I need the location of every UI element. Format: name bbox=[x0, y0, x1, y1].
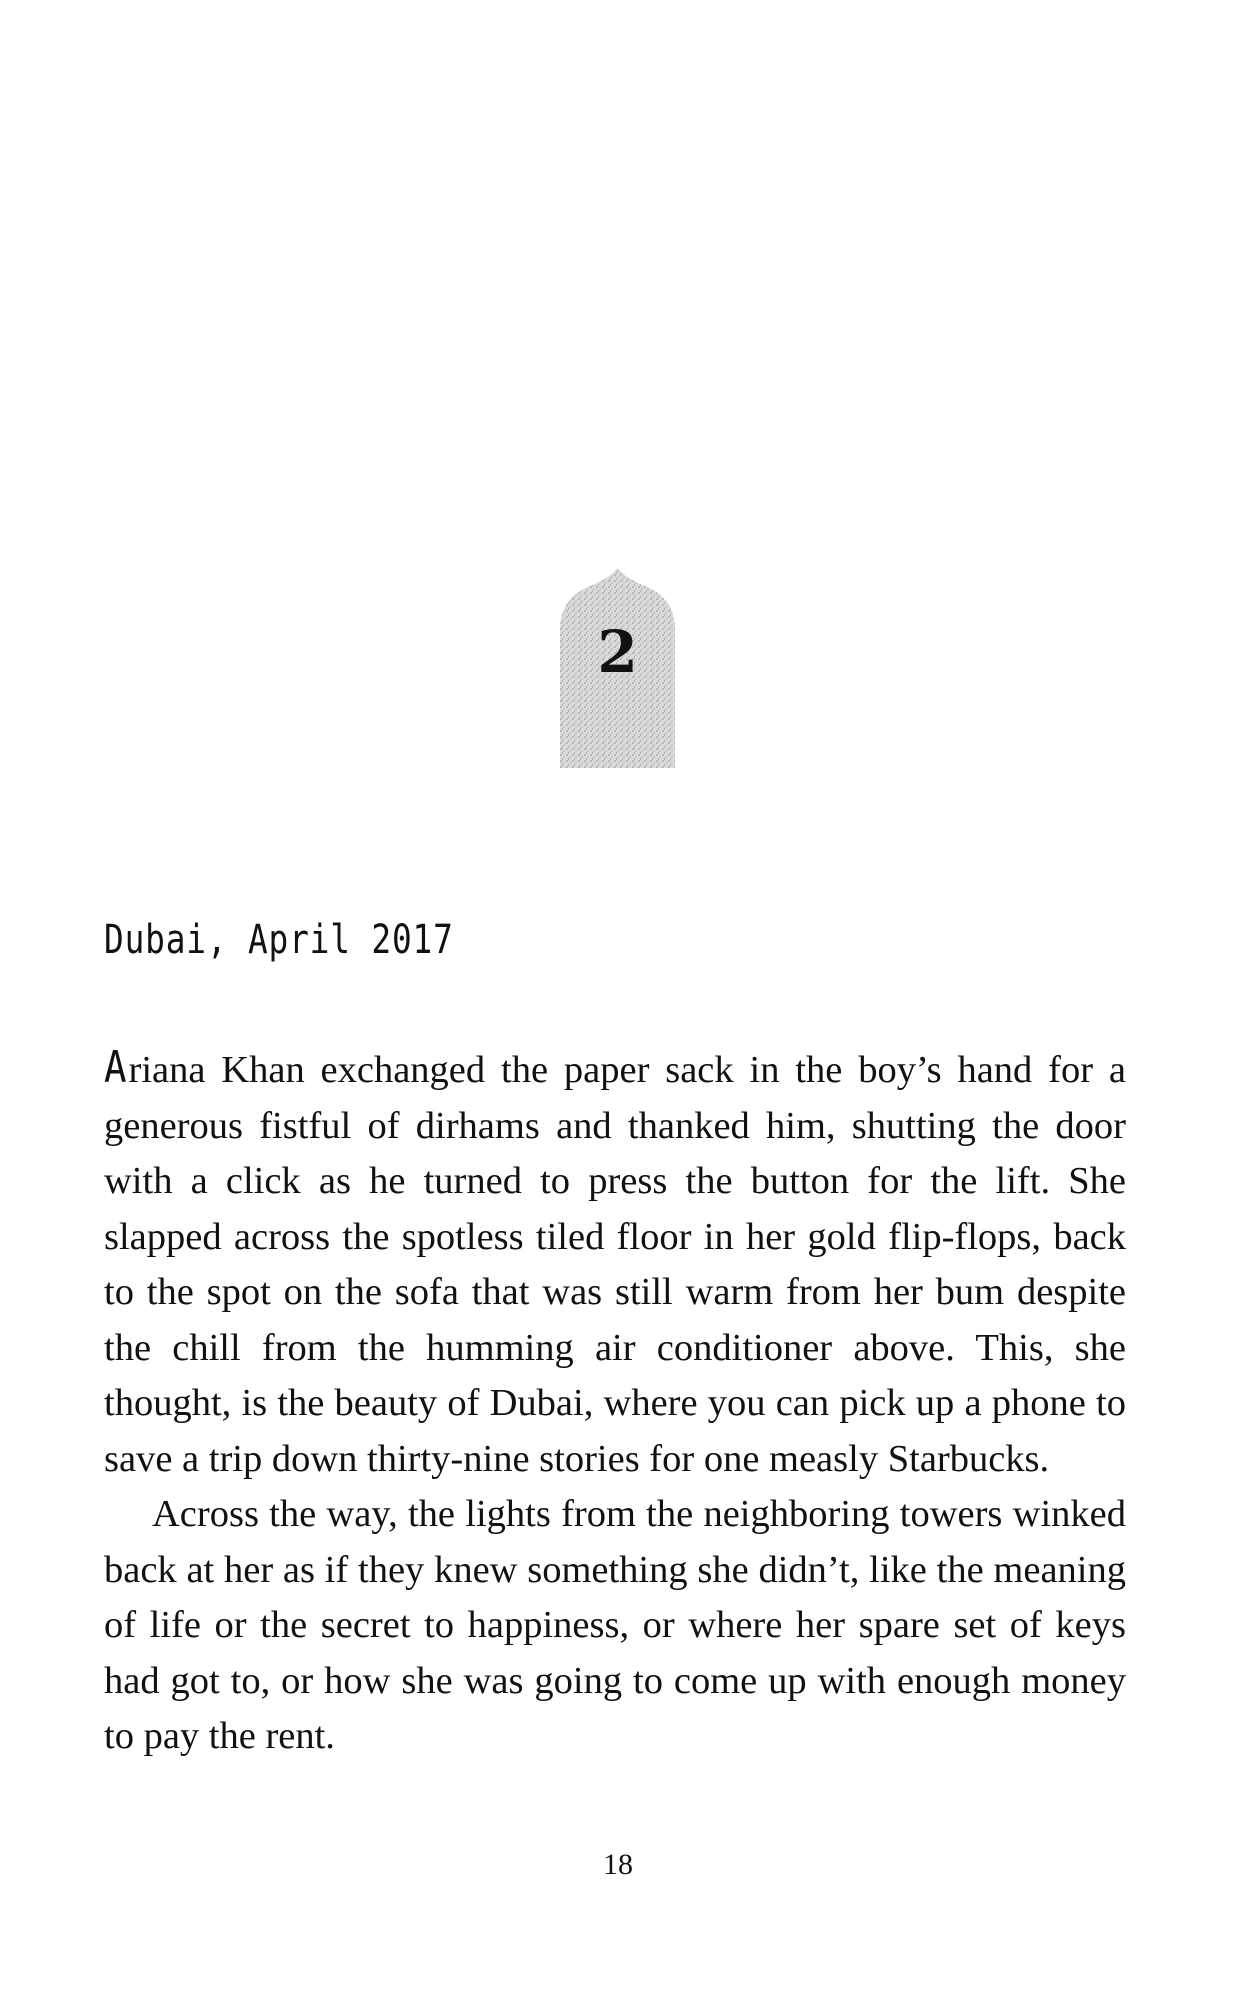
paragraph-2: Across the way, the lights from the neighboring towers winked back at her as if they knew something she didn’t, like the meaning of life or the secret to happiness, or where her spare set of keys had got to, or how she was going to come up with enough money to pay the rent. bbox=[104, 1493, 1126, 1757]
chapter-number: 2 bbox=[597, 618, 638, 686]
chapter-badge bbox=[560, 568, 675, 768]
paragraph-1 bbox=[104, 1040, 1126, 1487]
drop-initial: A bbox=[104, 1042, 127, 1093]
page-number: 18 bbox=[603, 1848, 633, 1881]
chapter-heading: Dubai, April 2017 bbox=[104, 917, 454, 963]
chapter-body bbox=[104, 1040, 1126, 1765]
paragraph-1-text: riana Khan exchanged the paper sack in the boy’s hand for a generous fistful of dirhams and thanked him, shutting the door with a click as he turned to press the button for the lift. She slapped across the spotless tiled floor in her gold flip-flops, back to the spot on the sofa that was still warm from her bum despite the chill from the humming air conditioner above. This, she thought, is the beauty of Dubai, where you can pick up a phone to save a trip down thirty-nine stories for one measly Starbucks. bbox=[104, 1049, 1126, 1480]
